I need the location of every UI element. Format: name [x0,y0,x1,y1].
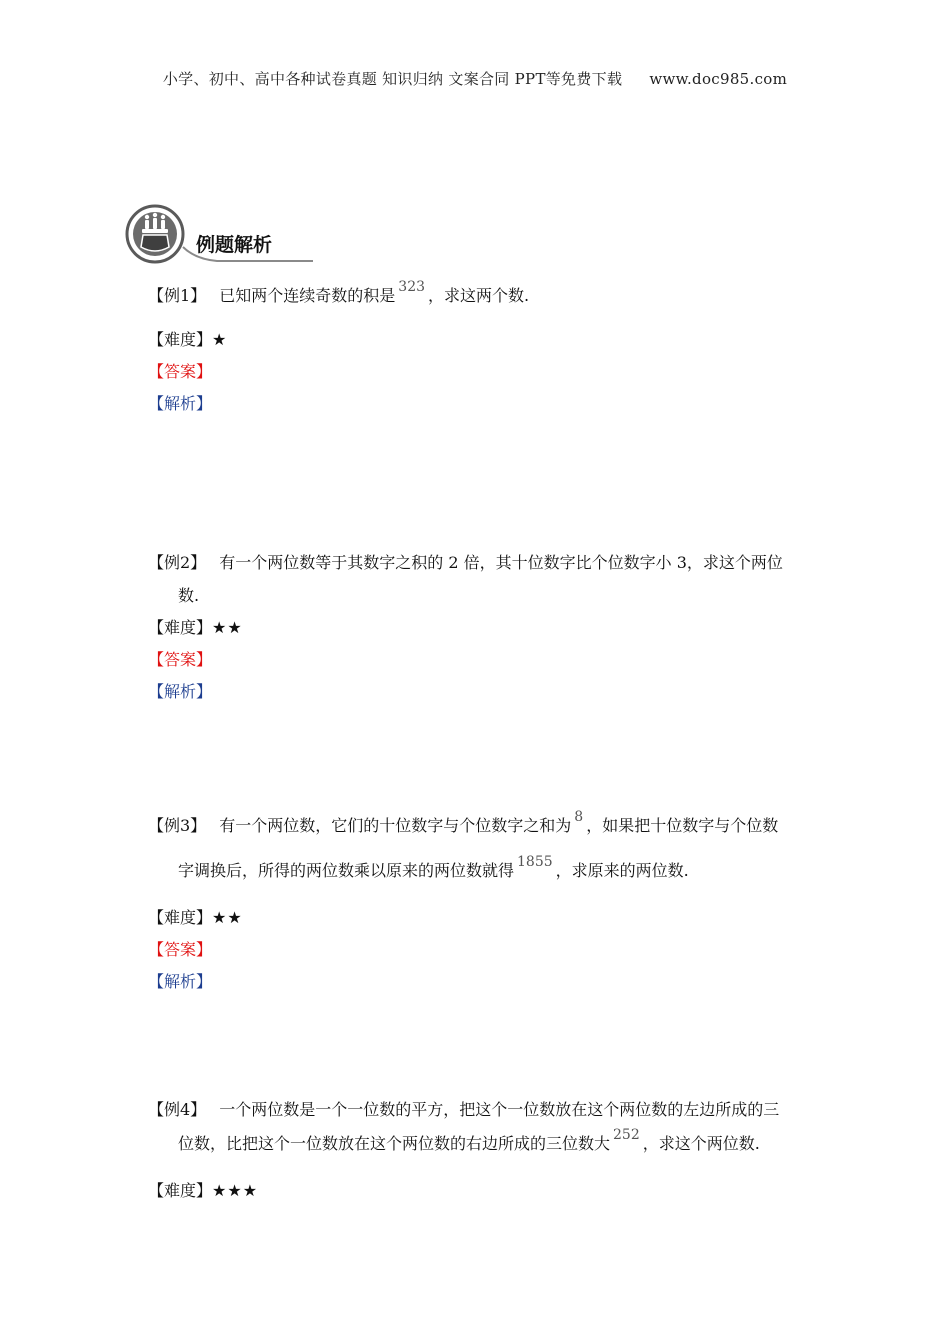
problem-3-tag: 【例3】 [148,816,207,835]
problem-2-answer-label: 【答案】 [148,650,213,669]
problem-2-difficulty: 【难度】★★ [148,618,243,637]
problem-1-number: 323 [398,279,426,295]
problem-1-tag: 【例1】 [148,286,207,305]
section-title: 例题解析 [196,234,273,256]
problem-2-text-cont: 数. [178,586,200,605]
problem-3-text: 【例3】 有一个两位数，它们的十位数字与个位数字之和为 8 ，如果把十位数字与个位数 [148,809,779,835]
problem-3-text-cont: 字调换后，所得的两位数乘以原来的两位数就得 1855 ，求原来的两位数. [178,854,689,880]
problem-3-answer-label: 【答案】 [148,940,213,959]
difficulty-stars: ★★ [212,618,243,637]
page-header [0,68,950,89]
problem-4-text: 【例4】 一个两位数是一个一位数的平方，把这个一位数放在这个两位数的左边所成的三 [148,1100,780,1119]
problem-3-number-sum: 8 [574,809,584,825]
header-url: www.doc985.com [649,70,788,88]
problem-1-answer-label: 【答案】 [148,362,213,381]
problem-1-analysis-label: 【解析】 [148,394,213,413]
problem-4-difficulty: 【难度】★★★ [148,1181,259,1200]
problem-1-text: 【例1】 已知两个连续奇数的积是 323 ，求这两个数. [148,279,530,305]
header-text: 小学、初中、高中各种试卷真题 知识归纳 文案合同 PPT等免费下载 [162,70,623,88]
problem-2-text: 【例2】 有一个两位数等于其数字之积的 2 倍，其十位数字比个位数字小 3，求这个两位 [148,553,783,572]
problem-3-number-product: 1855 [517,854,553,870]
difficulty-stars: ★★★ [212,1181,259,1200]
problem-2-tag: 【例2】 [148,553,207,572]
problem-4-tag: 【例4】 [148,1100,207,1119]
problem-4-number: 252 [613,1127,640,1143]
problem-2-analysis-label: 【解析】 [148,682,213,701]
problem-3-difficulty: 【难度】★★ [148,908,243,927]
difficulty-stars: ★ [212,330,228,349]
problem-4-text-cont: 位数，比把这个一位数放在这个两位数的右边所成的三位数大 252 ，求这个两位数. [178,1127,760,1153]
problem-3-analysis-label: 【解析】 [148,972,213,991]
difficulty-stars: ★★ [212,908,243,927]
problem-1-difficulty: 【难度】★ [148,330,228,349]
